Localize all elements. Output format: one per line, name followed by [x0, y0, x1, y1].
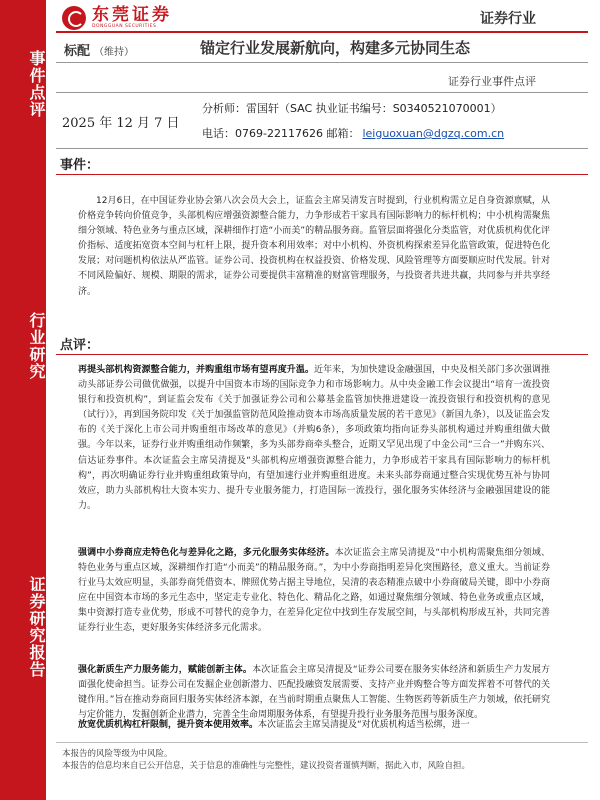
review-paragraph-2-body: 本次证监会主席吴清提及“中小机构需聚焦细分领域、特色业务与重点区域，深耕细作打造“小而美”的精品服务商。”，为中小券商指明差异化突围路径，意义重大。当前证券行业马太效应明显，头部券商凭借资本、牌照优势占据主导地位，吴清的表态精准点破中小券商破局关键，即中小券商应在中国资本市场的多元生态中，坚定走专业化、特色化、精品化之路，如通过聚焦细分领域、特色业务或重点区域，集中资源打造专业优势，形成不可替代的竞争力，在差异化定位中找到生存发展空间，与头部机构形成互补，共同完善证券行业生态，更好服务实体经济多元化需求。 [78, 548, 550, 634]
contact-info [202, 125, 504, 141]
sidebar [0, 0, 46, 800]
email-link[interactable]: leiguoxuan@dgzq.com.cn [362, 127, 505, 140]
review-paragraph-3 [78, 663, 550, 723]
review-paragraph-1-lead: 再提头部机构资源整合能力，并购重组市场有望再度升温。 [78, 365, 315, 375]
footer-disclaimer-text: 本报告的信息均来自已公开信息，关于信息的准确性与完整性，建议投资者谨慎判断，据此入市，风险自担。 [62, 761, 471, 771]
analyst-info: 分析师：雷国轩（SAC 执业证书编号：S0340521070001） [202, 102, 502, 115]
report-subtitle: 证券行业事件点评 [448, 75, 536, 88]
section-divider [56, 174, 588, 175]
review-paragraph-1 [78, 363, 550, 514]
review-paragraph-3-body: 本次证监会主席吴清提及“证券公司要在服务实体经济和新质生产力发展方面强化使命担当。证券公司在发掘企业创新潜力、匹配投融资发展需要、支持产业并购整合等方面发挥着不可替代的关键作用。”旨在推动券商回归服务实体经济本源，在当前时期重点聚焦人工智能、生物医药等新质生产力领域，依托研究与定价能力，发掘创新企业潜力，完善全生命周期服务体系，有望提升投行业务服务范围与服务深度。 [78, 665, 550, 721]
review-paragraph-4-lead: 放宽优质机构杠杆限制，提升资本使用效率。 [78, 720, 259, 730]
review-paragraph-1-body: 近年来，为加快建设金融强国，中央及相关部门多次强调推动头部证券公司做优做强，以提升中国资本市场的国际竞争力和市场影响力。从中央金融工作会议提出“培育一流投资银行和投资机构”，到证监会发布《关于加强证券公司和公募基金监管加快推进建设一流投资银行和投资机构的意见（试行）》，再到国务院印发《关于加强监管防范风险推动资本市场高质量发展的若干意见》（新国九条），以及证监会发布的《关于深化上市公司并购重组市场改革的意见》（并购6条），多项政策均指向证券头部机构通过并购重组做大做强。今年以来，证券行业并购重组动作频繁，多为头部券商牵头整合，近期又罕见出现了中金公司“三合一”并购东兴、信达证券事件。本次证监会主席吴清提及“头部机构应增强资源整合能力，力争形成若干家具有国际影响力的标杆机构”，再次明确证券行业并购重组政策导向，有望加速行业并购重组进度。未来头部券商通过整合实现优势互补与协同效应，助力头部机构壮大资本实力、提升专业服务能力，打造国际一流投行，强化服务实体经济与金融强国建设的能力。 [78, 365, 550, 511]
company-logo [62, 6, 172, 30]
report-title: 锚定行业发展新航向，构建多元协同生态 [200, 39, 471, 57]
phone-label: 电话：0769-22117626 邮箱： [202, 127, 360, 140]
report-date: 2025 年 12 月 7 日 [62, 116, 180, 131]
footer-risk-level: 本报告的风险等级为中风险。 [62, 749, 173, 759]
rating [64, 40, 134, 59]
logo-icon [62, 6, 86, 30]
logo-name-en: DONGGUAN SECURITIES [92, 24, 157, 29]
divider [56, 92, 588, 93]
logo-name-cn: 东莞证券 [92, 5, 172, 25]
review-paragraph-3-lead: 强化新质生产力服务能力，赋能创新主体。 [78, 665, 253, 675]
event-paragraph: 12月6日，在中国证券业协会第八次会员大会上，证监会主席吴清发言时提到，行业机构需立足自身资源禀赋，从价格竞争转向价值竞争，头部机构应增强资源整合能力，力争形成若干家具有国际影响力的标杆机构；中小机构需聚焦细分领域、特色业务与重点区域，深耕细作打造“小而美”的精品服务商。监管层面将强化分类监管，对优质机构优化评价指标、适度拓宽资本空间与杠杆上限，提升资本利用效率；对中小机构、外资机构探索差异化监管政策，促进特色化发展；对问题机构依法从严监管。证券公司、投资机构在权益投资、价格发现、风险管理等方面要顺应时代发展。针对不同风险偏好、规模、期限的需求，证券公司要提供丰富精准的财富管理服务，与投资者共进共赢，共同参与并共享经济。 [78, 196, 550, 297]
review-paragraph-2 [78, 546, 550, 637]
review-paragraph-4-body: 本次证监会主席吴清提及“对优质机构适当松绑，进一 [258, 720, 470, 730]
review-heading: 点评： [60, 338, 100, 353]
sidebar-label-securities-report: 证券研究报告 [27, 576, 46, 678]
rating-value: 标配 [64, 44, 91, 59]
sidebar-label-event-review: 事件点评 [27, 50, 46, 118]
section-divider [56, 354, 588, 355]
review-paragraph-2-lead: 强调中小券商应走特色化与差异化之路，多元化服务实体经济。 [78, 548, 335, 558]
event-heading: 事件： [60, 158, 100, 173]
divider [56, 148, 588, 149]
review-paragraph-4 [78, 718, 550, 736]
report-category: 证券行业 [480, 11, 536, 27]
divider [56, 62, 588, 63]
rating-note: （维持） [94, 47, 135, 58]
sidebar-label-industry-research: 行业研究 [27, 312, 46, 380]
header-divider [56, 31, 588, 33]
footer-divider [56, 742, 588, 743]
footer-disclaimer [62, 748, 470, 772]
